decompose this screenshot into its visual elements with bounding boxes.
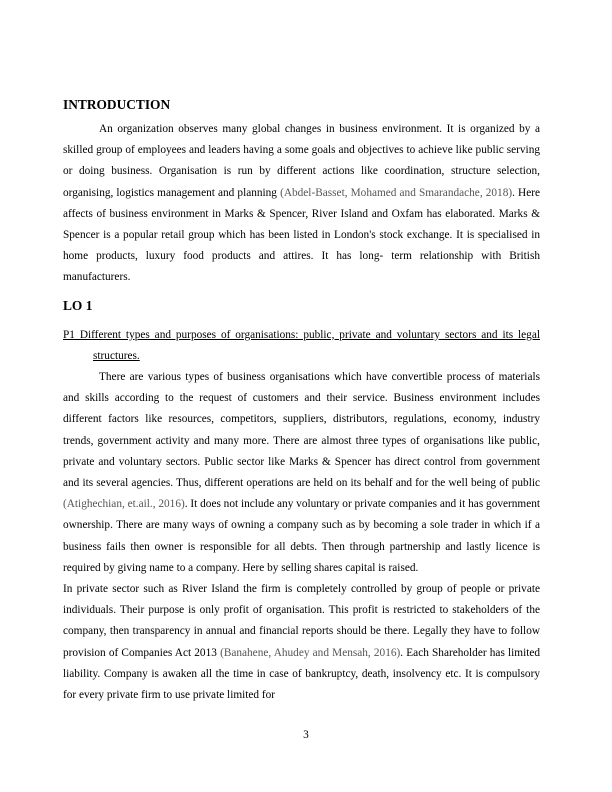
page-number: 3 bbox=[303, 729, 309, 741]
lo1-heading: LO 1 bbox=[63, 297, 93, 313]
types-text-a: There are various types of business organisations which have convertible process of materials and skills according to the request of customers and their service. Business environment includes different factors like resources, competitors, suppliers, distributors, regulations, economy, industry trends, government activity and many more. There are almost three types of organisations like public, private and voluntary sectors. Public sector like Marks & Spencer has direct control from government and its several agencies. Thus, different operations are held on its behalf and for the well being of public bbox=[63, 371, 540, 490]
private-text-b: . Each Shareholder has limited liability. Company is awaken all the time in case of bankruptcy, death, insolvency etc. It is compulsory for every private firm to use private limited for bbox=[63, 646, 541, 702]
p1-subheading: P1 Different types and purposes of organisations: public, private and voluntary sectors and its legal structures. bbox=[63, 328, 540, 362]
document-page bbox=[63, 96, 540, 706]
intro-citation: (Abdel-Basset, Mohamed and Smarandache, 2018) bbox=[280, 186, 513, 199]
intro-text-a: An organization observes many global changes in business environment. It is organized by a skilled group of employees and leaders having a some goals and objectives to achieve like public serving or doing business. Organisation is run by different actions like coordination, structure selection, organising, logistics management and planning bbox=[63, 123, 540, 199]
types-citation: (Atighechian, et.ail., 2016) bbox=[63, 498, 185, 511]
types-paragraph bbox=[63, 367, 540, 579]
intro-text-b: . Here affects of business environment in Marks & Spencer, River Island and Oxfam has elaborated. Marks & Spencer is a popular retail group which has been listed in London's stock exchange. It is specialised in home products, luxury food products and attires. It has long- term relationship with British manufacturers. bbox=[63, 186, 540, 284]
private-citation: (Banahene, Ahudey and Mensah, 2016) bbox=[220, 646, 401, 659]
private-sector-paragraph bbox=[63, 579, 540, 706]
private-text-a: In private sector such as River Island the firm is completely controlled by group of people or private individuals. Their purpose is only profit of organisation. This profit is restricted to stakeholders of the company, then transparency in annual and financial reports should be there. Legally they have to follow provision of Companies Act 2013 bbox=[63, 583, 540, 659]
types-text-b: . It does not include any voluntary or private companies and it has government ownership. There are many ways of owning a company such as by becoming a sole trader in which if a business fails then owner is responsible for all debts. Then through partnership and lastly licence is required by giving name to a company. Here by selling shares capital is raised. bbox=[63, 498, 541, 574]
introduction-heading: INTRODUCTION bbox=[63, 97, 171, 112]
intro-paragraph bbox=[63, 119, 540, 289]
